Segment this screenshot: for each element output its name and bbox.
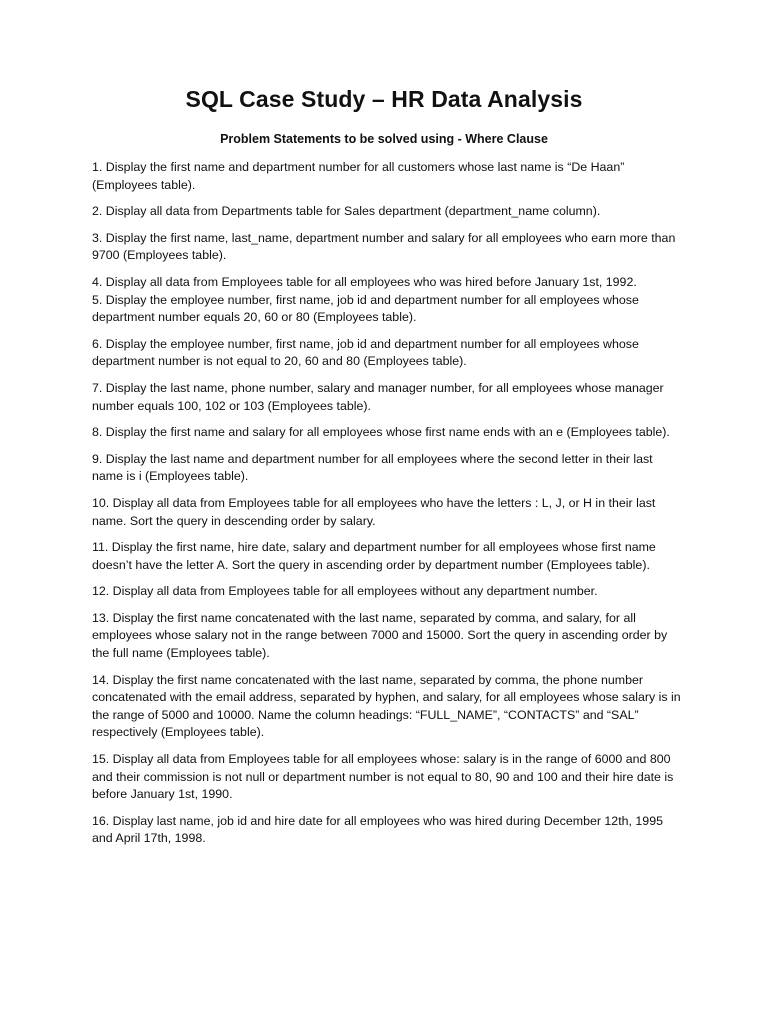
problem-item-6: 6. Display the employee number, first name, job id and department number for all employees whose department number is not equal to 20, 60 and 80 (Employees table). — [92, 336, 639, 369]
problem-item-9: 9. Display the last name and department number for all employees where the second letter in their last name is i (Employees table). — [92, 451, 653, 484]
problem-item-5: 5. Display the employee number, first name, job id and department number for all employees whose department number equals 20, 60 or 80 (Employees table). — [92, 292, 639, 325]
problem-item-15: 15. Display all data from Employees table for all employees whose: salary is in the range of 6000 and 800 and their commission is not null or department number is not equal to 80, 90 and 100 and their hire date is before January 1st, 1990. — [92, 752, 674, 802]
problem-item-1: 1. Display the first name and department number for all customers whose last name is “De Haan” (Employees table). — [92, 160, 625, 192]
problem-item-16: 16. Display last name, job id and hire date for all employees who was hired during December 12th, 1995 and April 17th, 1998. — [92, 813, 663, 846]
document-subtitle: Problem Statements to be solved using - Where Clause — [220, 132, 548, 146]
problem-item-14: 14. Display the first name concatenated with the last name, separated by comma, the phone number concatenated with the email address, separated by hyphen, and salary, for all employees whose salary is in the range of 5000 and 10000. Name the column headings: “FULL_NAME”, “CONTACTS” and “SAL” respectively (Employees table). — [92, 672, 681, 740]
problem-item-10: 10. Display all data from Employees table for all employees who have the letters : L, J, or H in their last name. Sort the query in descending order by salary. — [92, 495, 656, 528]
problem-item-8: 8. Display the first name and salary for all employees whose first name ends with an e (Employees table). — [92, 425, 670, 440]
problem-item-13: 13. Display the first name concatenated with the last name, separated by comma, and salary, for all employees whose salary not in the range between 7000 and 15000. Sort the query in ascending order by the full name (Employees table). — [92, 610, 668, 661]
problem-item-12: 12. Display all data from Employees table for all employees without any department number. — [92, 584, 598, 599]
problem-item-2: 2. Display all data from Departments table for Sales department (department_name column). — [92, 204, 601, 219]
problem-item-7: 7. Display the last name, phone number, salary and manager number, for all employees whose manager number equals 100, 102 or 103 (Employees table). — [92, 380, 664, 413]
document-title: SQL Case Study – HR Data Analysis — [185, 86, 583, 112]
problem-item-3: 3. Display the first name, last_name, department number and salary for all employees who earn more than 9700 (Employees table). — [92, 230, 676, 263]
problem-list — [92, 159, 684, 857]
problem-item-4: 4. Display all data from Employees table for all employees who was hired before January 1st, 1992. — [92, 274, 637, 289]
problem-item-11: 11. Display the first name, hire date, salary and department number for all employees whose first name doesn’t have the letter A. Sort the query in ascending order by department number (Employees table). — [92, 540, 656, 572]
